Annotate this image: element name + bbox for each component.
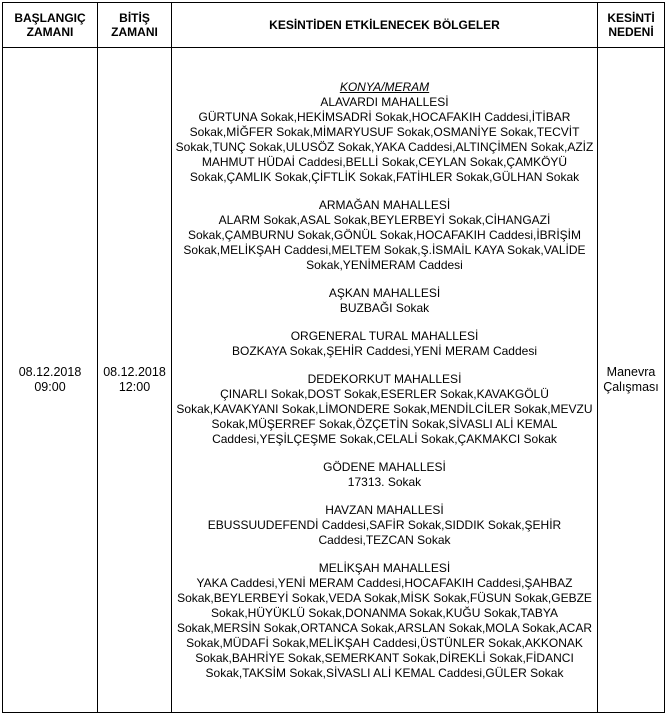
header-row bbox=[3, 3, 665, 48]
neighborhood-streets: BUZBAĞI Sokak bbox=[339, 300, 430, 315]
neighborhood-name: GÖDENE MAHALLESİ bbox=[323, 459, 446, 474]
neighborhood-name: MELİKŞAH MAHALLESİ bbox=[318, 560, 451, 575]
neighborhood-name: DEDEKORKUT MAHALLESİ bbox=[307, 371, 462, 386]
start-time: 09:00 bbox=[34, 380, 66, 394]
neighborhood-block bbox=[172, 286, 597, 316]
neighborhood-name: AŞKAN MAHALLESİ bbox=[328, 285, 441, 300]
end-time: 12:00 bbox=[118, 380, 151, 394]
reason-cell bbox=[598, 48, 665, 713]
neighborhood-block bbox=[172, 95, 597, 185]
neighborhood-streets: ÇINARLI Sokak,DOST Sokak,ESERLER Sokak,KAVAKGÖLÜ Sokak,KAVAKYANI Sokak,LİMONDERE Sokak,MENDİLCİLER Sokak,MEVZU Sokak,MÜŞERREF Sokak,ÖZÇETİN Sokak,SİVASLI ALİ KEMAL Caddesi,YEŞİLÇEŞME Sokak,CELALİ Sokak,ÇAKMAKCI Sokak bbox=[176, 386, 593, 446]
neighborhood-name: ARMAĞAN MAHALLESİ bbox=[318, 197, 451, 212]
neighborhood-name: HAVZAN MAHALLESİ bbox=[325, 502, 444, 517]
header-outage-reason: KESİNTİ NEDENİ bbox=[598, 3, 665, 48]
start-date: 08.12.2018 bbox=[18, 365, 82, 379]
neighborhood-streets: YAKA Caddesi,YENİ MERAM Caddesi,HOCAFAKIH Caddesi,ŞAHBAZ Sokak,BEYLERBEYİ Sokak,VEDA Sokak,MİSK Sokak,FÜSUN Sokak,GEBZE Sokak,HÜYÜKLÜ Sokak,DONANMA Sokak,KUĞU Sokak,TABYA Sokak,MERSİN Sokak,ORTANCA Sokak,ARSLAN Sokak,MOLA Sokak,ACAR Sokak,MÜDAFİ Sokak,MELİKŞAH Caddesi,ÜSTÜNLER Sokak,AKKONAK Sokak,BAHRİYE Sokak,SEMERKANT Sokak,DİREKLİ Sokak,FİDANCI Sokak,TAKSİM Sokak,SİVASLI ALİ KEMAL Caddesi,GÜLER Sokak bbox=[176, 575, 593, 680]
reason-line-2: Çalışması bbox=[603, 380, 659, 394]
neighborhood-name: ALAVARDI MAHALLESİ bbox=[320, 94, 449, 109]
neighborhood-block bbox=[172, 372, 597, 447]
neighborhood-streets: 17313. Sokak bbox=[347, 474, 422, 489]
outage-row bbox=[3, 48, 665, 713]
neighborhood-block bbox=[172, 460, 597, 490]
header-affected-regions: KESİNTİDEN ETKİLENECEK BÖLGELER bbox=[172, 3, 598, 48]
header-end-time: BİTİŞ ZAMANI bbox=[98, 3, 172, 48]
neighborhood-block bbox=[172, 561, 597, 681]
end-cell bbox=[98, 48, 172, 713]
neighborhood-streets: EBUSSUUDEFENDİ Caddesi,SAFİR Sokak,SIDDIK Sokak,ŞEHİR Caddesi,TEZCAN Sokak bbox=[207, 517, 562, 547]
neighborhood-block bbox=[172, 329, 597, 359]
neighborhood-block bbox=[172, 503, 597, 548]
header-start-time: BAŞLANGIÇ ZAMANI bbox=[3, 3, 98, 48]
neighborhood-streets: GÜRTUNA Sokak,HEKİMSADRİ Sokak,HOCAFAKIH Caddesi,İTİBAR Sokak,MİĞFER Sokak,MİMARYUSUF Sokak,OSMANİYE Sokak,TECVİT Sokak,TUNÇ Sokak,ULUSÖZ Sokak,YAKA Caddesi,ALTINÇİMEN Sokak,AZİZ MAHMUT HÜDAİ Caddesi,BELLİ Sokak,CEYLAN Sokak,ÇAMKÖYÜ Sokak,ÇAMLIK Sokak,ÇİFTLİK Sokak,FATİHLER Sokak,GÜLHAN Sokak bbox=[175, 109, 594, 184]
neighborhood-streets: ALARM Sokak,ASAL Sokak,BEYLERBEYİ Sokak,CİHANGAZİ Sokak,ÇAMBURNU Sokak,GÖNÜL Sokak,HOCAFAKIH Caddesi,İBRİŞİM Sokak,MELİKŞAH Caddesi,MELTEM Sokak,Ş.İSMAİL KAYA Sokak,VALİDE Sokak,YENİMERAM Caddesi bbox=[183, 212, 586, 272]
neighborhood-list bbox=[172, 95, 597, 681]
district-name: KONYA/MERAM bbox=[339, 79, 430, 94]
end-date: 08.12.2018 bbox=[103, 365, 166, 379]
regions-cell bbox=[172, 48, 598, 713]
neighborhood-block bbox=[172, 198, 597, 273]
outage-table bbox=[2, 2, 665, 713]
reason-line-1: Manevra bbox=[606, 365, 656, 379]
start-cell bbox=[3, 48, 98, 713]
neighborhood-name: ORGENERAL TURAL MAHALLESİ bbox=[290, 328, 479, 343]
neighborhood-streets: BOZKAYA Sokak,ŞEHİR Caddesi,YENİ MERAM Caddesi bbox=[232, 343, 537, 358]
